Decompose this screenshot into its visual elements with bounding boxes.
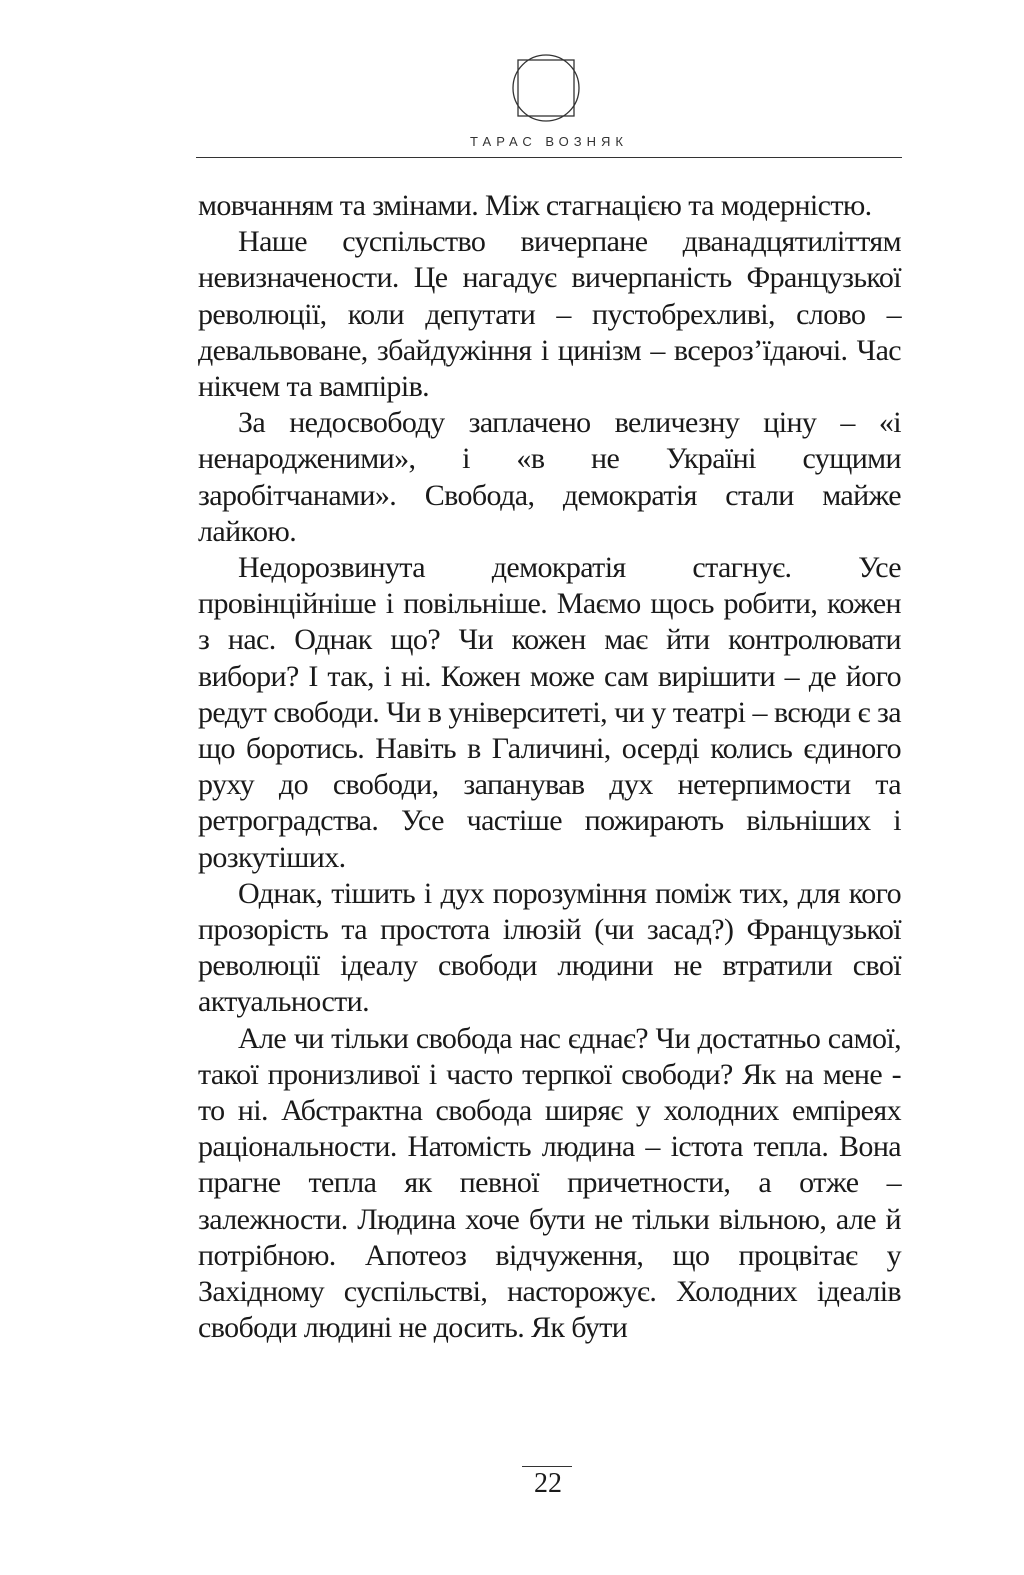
paragraph: Недорозвинута демократія стагнує. Усе провінційніше і повільніше. Маємо щось робити, кожен з нас. Однак що? Чи кожен має йти контролювати вибори? І так, і ні. Кожен може сам вирішити – де його редут свободи. Чи в університеті, чи у театрі – всюди є за що боротись. Навіть в Галичині, осерді колись єдиного руху до свободи, запанував дух нетерпимости та ретроградства. Усе частіше пожирають вільніших і розкутіших.: [198, 551, 901, 874]
paragraph: мовчанням та змінами. Між стагнацією та модерністю.: [198, 189, 872, 222]
paragraph: Але чи тільки свобода нас єднає? Чи достатньо самої, такої пронизливої і часто терпкої свободи? Як на мене - то ні. Абстрактна свобода ширяє у холодних емпіреях раціональности. Натомість людина – істота тепла. Вона прагне тепла як певної причетности, а отже – залежности. Людина хоче бути не тільки вільною, але й потрібною. Апотеоз відчуження, що процвітає у Західному суспільстві, насторожує. Холодних ідеалів свободи людині не досить. Як бути: [198, 1021, 901, 1345]
page-body: [198, 188, 901, 1347]
paragraph: Наше суспільство вичерпане дванадцятиліттям невизначености. Це нагадує вичерпаність Французької революції, коли депутати – пустобрехливі, слово – девальвоване, збайдужіння і цинізм – всероз’їдаючі. Час нікчем та вампірів.: [198, 225, 901, 404]
paragraph: Однак, тішить і дух порозуміння поміж тих, для кого прозорість та простота ілюзій (чи засад?) Французької революції ідеалу свободи людини не втратили свої актуальности.: [198, 876, 901, 1019]
paragraph: За недосвободу заплачено величезну ціну – «і ненародженими», і «в не Україні сущими заробітчанами». Свобода, демократія стали майже лайкою.: [198, 406, 901, 548]
header-divider: [196, 157, 902, 158]
circle-square-logo-icon: [506, 48, 586, 128]
running-header-author: ТАРАС ВОЗНЯК: [470, 134, 628, 149]
page-number: 22: [534, 1468, 562, 1499]
